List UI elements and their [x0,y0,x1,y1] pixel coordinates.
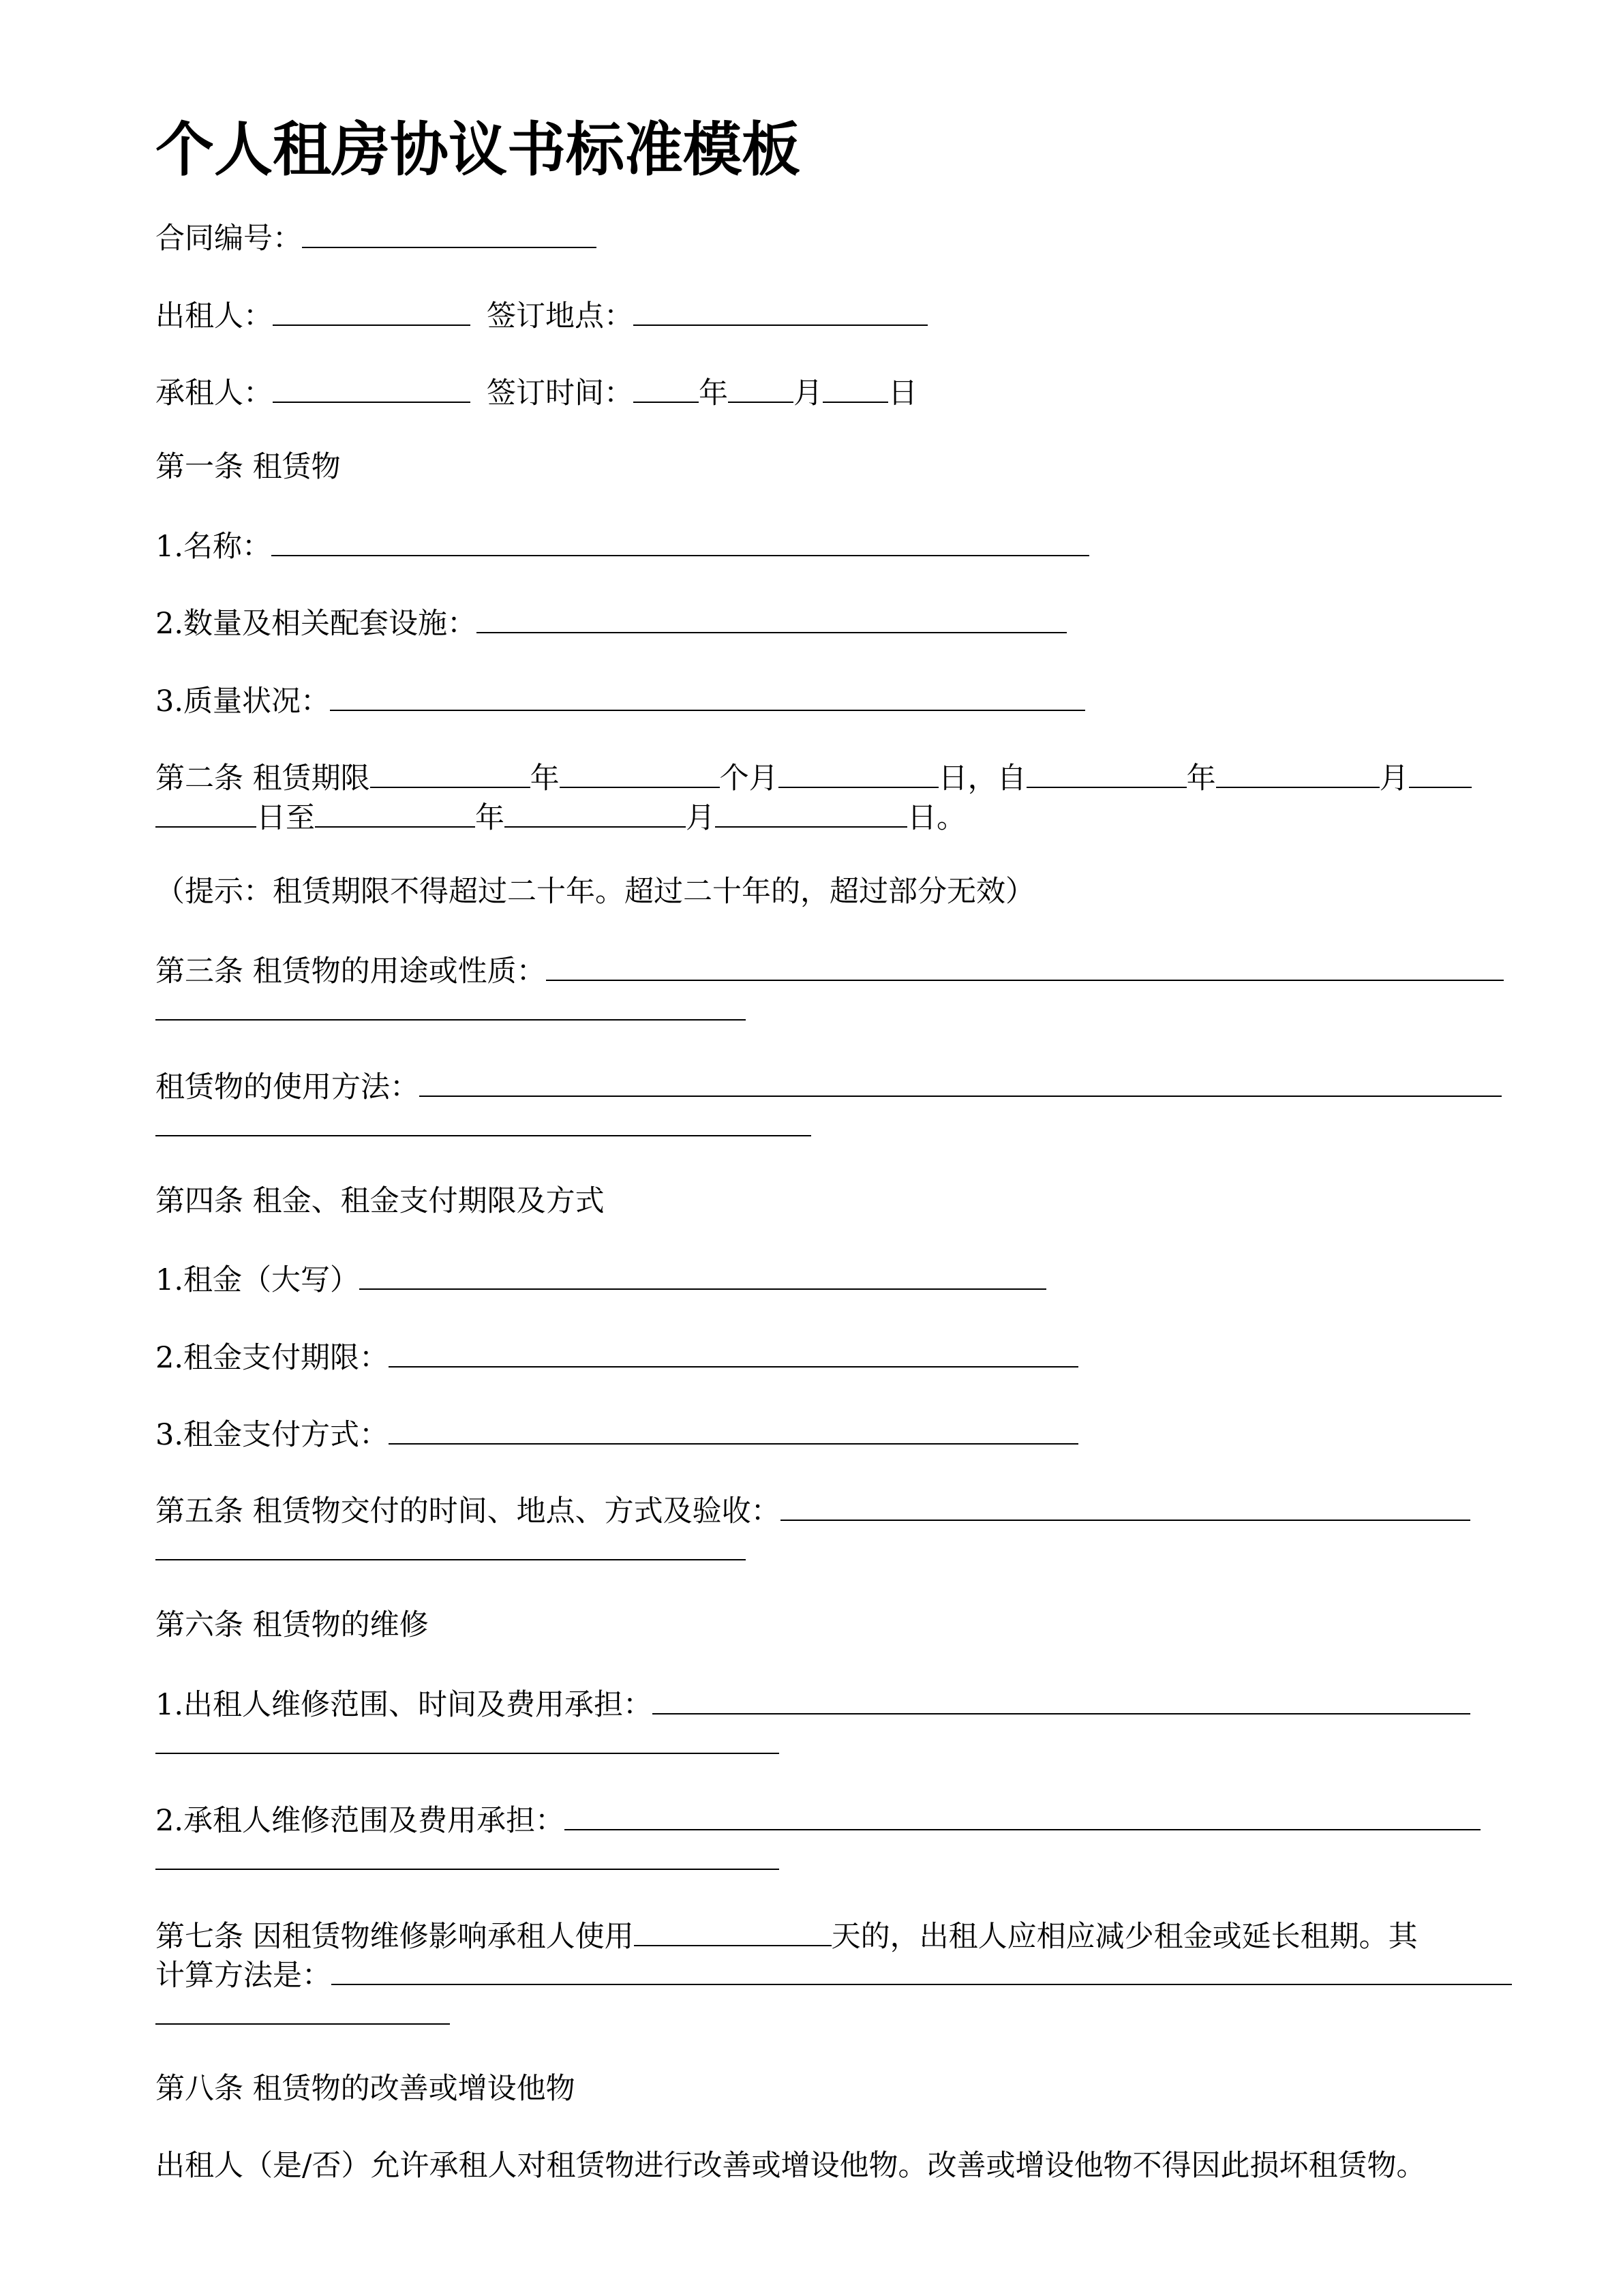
to-month-label: 月 [686,801,715,835]
usage-blank-2[interactable] [155,1105,811,1136]
lessee-label: 承租人： [155,376,273,410]
article-7-line-1 [155,1915,1418,1956]
to-year-blank[interactable] [315,796,475,828]
payment-method-label: 3.租金支付方式： [155,1418,389,1452]
quality-label: 3.质量状况： [155,684,331,719]
sign-year-blank[interactable] [633,372,699,403]
lease-months-label: 个月 [719,761,778,796]
lessor-line [155,294,928,335]
lease-days-blank[interactable] [778,757,939,788]
repair-days-blank[interactable] [634,1915,832,1946]
article-3-purpose-line [155,950,1504,991]
calc-method-label: 计算方法是： [155,1959,331,1993]
article-6-lessee-line [155,1799,1481,1840]
to-day-label: 日。 [907,801,966,835]
from-year-label: 年 [1186,761,1216,796]
lease-year-label: 年 [530,761,560,796]
payment-period-blank[interactable] [389,1336,1078,1368]
purpose-blank-2[interactable] [155,989,746,1021]
calc-method-blank-2[interactable] [155,1993,450,2025]
lessor-repair-blank-1[interactable] [652,1683,1470,1715]
lessee-blank[interactable] [273,372,470,403]
article-1-heading: 第一条 租赁物 [155,450,341,484]
name-blank[interactable] [271,525,1089,556]
article-4-heading: 第四条 租金、租金支付期限及方式 [155,1184,605,1218]
article-1-quantity-line [155,602,1067,643]
lessor-label: 出租人： [155,299,273,333]
article-2-line-1 [155,757,1472,798]
delivery-blank-1[interactable] [780,1490,1470,1521]
lessee-line [155,372,917,412]
article-3-usage-line [155,1066,1502,1106]
sign-place-blank[interactable] [633,294,928,326]
from-day-blank-1[interactable] [1409,757,1472,788]
lessor-blank[interactable] [273,294,470,326]
contract-number-label: 合同编号： [155,222,302,256]
from-month-blank[interactable] [1216,757,1380,788]
purpose-blank-1[interactable] [546,950,1504,981]
article-4-rent-line [155,1258,1046,1299]
article-5-line [155,1490,1470,1530]
quantity-label: 2.数量及相关配套设施： [155,607,477,641]
article-1-name-line [155,525,1089,566]
name-label: 1.名称： [155,530,272,564]
repair-impact-suffix: 天的，出租人应相应减少租金或延长租期。其 [831,1920,1418,1954]
from-month-label: 月 [1379,761,1409,796]
to-year-label: 年 [475,801,504,835]
article-7-line-2 [155,1954,1512,1995]
article-5-line-2 [155,1529,746,1570]
lessee-repair-blank-1[interactable] [564,1799,1481,1830]
article-6-lessor-line-2 [155,1723,779,1764]
lessee-repair-blank-2[interactable] [155,1839,779,1870]
lease-term-label: 第二条 租赁期限 [155,761,370,796]
article-6-lessor-line [155,1683,1470,1724]
payment-method-blank[interactable] [389,1413,1078,1445]
rent-label: 1.租金（大写） [155,1263,360,1297]
quality-blank[interactable] [330,680,1085,711]
lessor-repair-blank-2[interactable] [155,1723,779,1754]
article-3-purpose-line-2 [155,989,746,1030]
sign-time-label: 签订时间： [487,376,633,410]
article-1-quality-line [155,680,1085,721]
repair-impact-label: 第七条 因租赁物维修影响承租人使用 [155,1920,634,1954]
contract-number-line [155,217,596,258]
purpose-label: 第三条 租赁物的用途或性质： [155,954,546,988]
lease-years-blank[interactable] [370,757,530,788]
sign-month-blank[interactable] [728,372,793,403]
delivery-label: 第五条 租赁物交付的时间、地点、方式及验收： [155,1494,780,1528]
article-7-line-3 [155,1993,450,2034]
article-4-method-line [155,1413,1078,1454]
lease-months-blank[interactable] [560,757,720,788]
article-6-heading: 第六条 租赁物的维修 [155,1608,429,1642]
from-year-blank[interactable] [1027,757,1187,788]
article-8-heading: 第八条 租赁物的改善或增设他物 [155,2072,575,2106]
calc-method-blank-1[interactable] [331,1954,1512,1985]
article-4-period-line [155,1336,1078,1377]
article-3-usage-line-2 [155,1105,811,1146]
from-day-blank-2[interactable] [155,796,256,828]
lease-from-label: 日，自 [938,761,1027,796]
day-label: 日 [888,376,917,410]
quantity-blank[interactable] [476,602,1067,633]
payment-period-label: 2.租金支付期限： [155,1341,389,1375]
to-day-blank[interactable] [715,796,907,828]
contract-number-blank[interactable] [302,217,596,248]
month-label: 月 [793,376,823,410]
article-2-hint: （提示：租赁期限不得超过二十年。超过二十年的，超过部分无效） [155,875,1035,909]
lessor-repair-label: 1.出租人维修范围、时间及费用承担： [155,1688,653,1722]
sign-day-blank[interactable] [823,372,888,403]
year-label: 年 [699,376,728,410]
usage-label: 租赁物的使用方法： [155,1070,419,1104]
article-2-line-2 [155,796,966,837]
delivery-blank-2[interactable] [155,1529,746,1560]
article-8-text: 出租人（是/否）允许承租人对租赁物进行改善或增设他物。改善或增设他物不得因此损坏租赁物。 [155,2149,1426,2183]
to-month-blank[interactable] [504,796,686,828]
to-label: 日至 [256,801,315,835]
article-6-lessee-line-2 [155,1839,779,1879]
sign-place-label: 签订地点： [487,299,633,333]
document-title: 个人租房协议书标准模板 [155,116,800,184]
rent-blank[interactable] [359,1258,1046,1290]
usage-blank-1[interactable] [419,1066,1502,1097]
lessee-repair-label: 2.承租人维修范围及费用承担： [155,1804,565,1838]
